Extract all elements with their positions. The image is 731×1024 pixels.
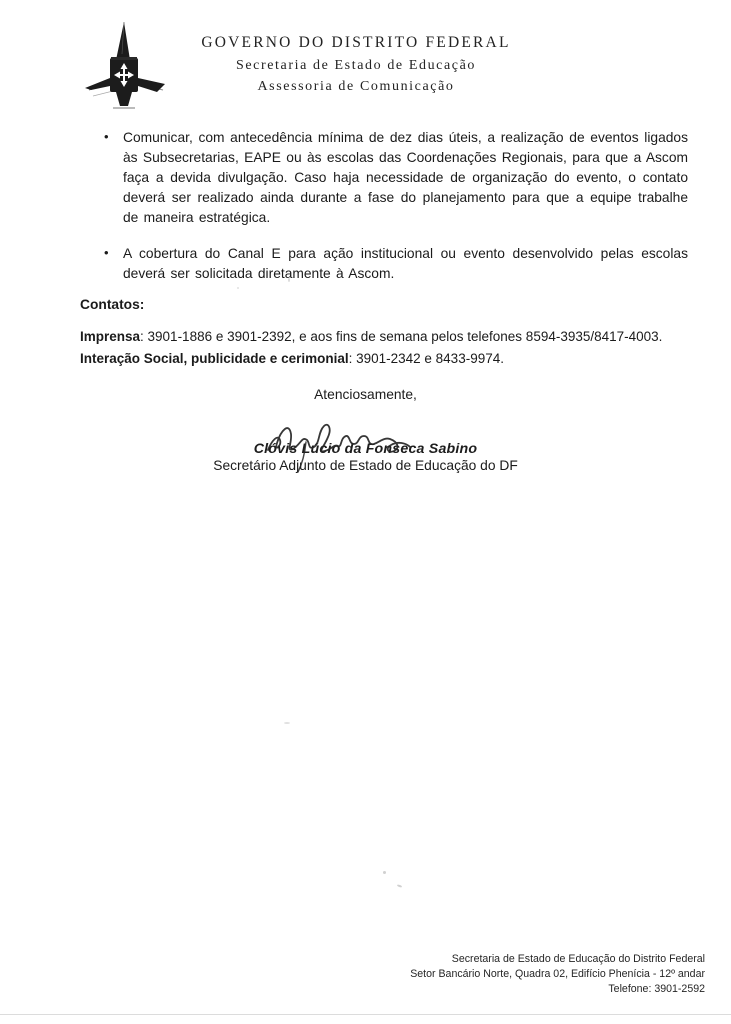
list-item-text: Comunicar, com antecedência mínima de dez dias úteis, a realização de eventos ligados às Subsecretarias, EAPE ou às escolas das Coordenações Regionais, para que a Ascom faça a devida divulgação. Caso haja necessidade de organização do evento, o contato deverá ser realizado ainda durante a fase do planejamento para que a equipe trabalhe de maneira estratégica. [123,130,688,225]
header-office-name: Assessoria de Comunicação [257,79,455,94]
header-dept-name: Secretaria de Estado de Educação [235,58,477,73]
contact-line-interacao-social [80,348,690,370]
scan-speckle [397,884,402,888]
letterhead-footer [285,952,705,997]
contacts-heading: Contatos: [80,297,145,312]
scan-page-edge [0,1014,731,1015]
contacts-block [80,326,690,370]
contact-value: : 3901-1886 e 3901-2392, e aos fins de semana pelos telefones 8594-3935/8417-4003. [140,329,663,344]
letterhead [131,32,581,97]
list-item-text: A cobertura do Canal E para ação institucional ou evento desenvolvido pelas escolas deverá ser solicitada diretamente à Ascom. [123,246,688,281]
scan-speckle [237,287,239,289]
footer-line: Setor Bancário Norte, Quadra 02, Edifício Phenícia - 12º andar [410,968,705,980]
bullet-icon: • [104,129,109,144]
scan-speckle [284,722,290,724]
contact-label: Imprensa [80,329,141,344]
list-item [104,244,688,284]
bullet-icon: • [104,245,109,260]
contact-line-imprensa [80,326,690,348]
closing-salutation: Atenciosamente, [314,387,417,402]
guidelines-list [104,128,688,300]
scan-speckle [288,278,290,282]
contact-label: Interação Social, publicidade e cerimonial [80,351,349,366]
contact-value: : 3901-2342 e 8433-9974. [348,351,504,366]
header-org-name: GOVERNO DO DISTRITO FEDERAL [201,34,511,51]
signatory-title: Secretário Adjunto de Estado de Educação do DF [213,458,518,473]
signatory-name: Clóvis Lúcio da Fonseca Sabino [253,441,478,457]
footer-line: Telefone: 3901-2592 [608,983,705,995]
list-item [104,128,688,228]
footer-line: Secretaria de Estado de Educação do Distrito Federal [451,953,705,965]
scan-speckle [383,871,386,874]
